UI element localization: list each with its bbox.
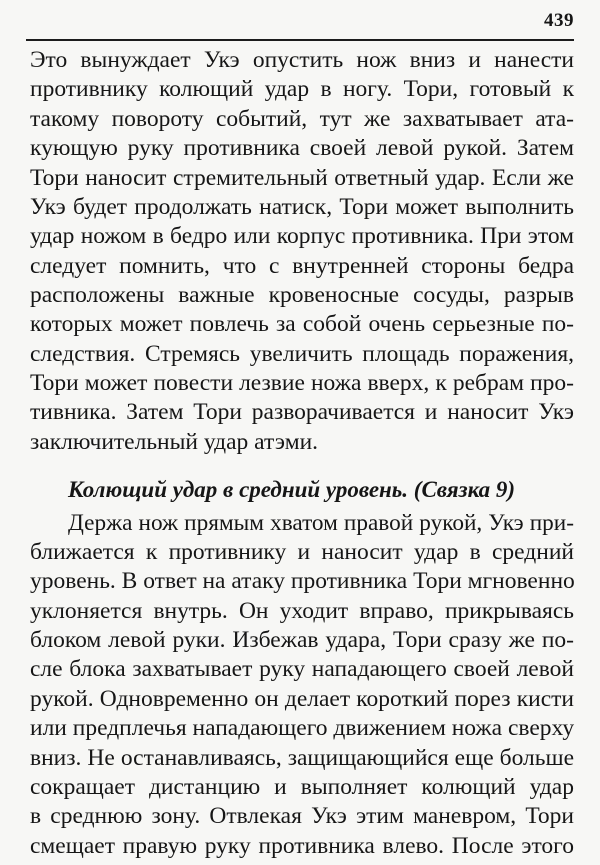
text-line: или предплечья нападающего движением ножа сверху (30, 715, 575, 742)
text-line: удар ножом в бедро или корпус противника. При этом (30, 223, 574, 250)
text-line: смещает правую руку противника влево. После этого (30, 832, 574, 859)
text-line: Тори наносит стремительный ответный удар. Если же (30, 164, 574, 191)
text-line: ближается к противнику и наносит удар в средний (30, 538, 574, 565)
text-line: уровень. В ответ на атаку противника Тори мгновенно (30, 568, 575, 595)
text-line: такому повороту событий, тут же захватывает ата- (30, 105, 574, 132)
text-line: Тори может повести лезвие ножа вверх, к ребрам про- (30, 370, 574, 397)
text-line: сле блока захватывает руку нападающего своей левой (30, 656, 574, 683)
section-heading: Колющий удар в средний уровень. (Связка 9) (68, 477, 516, 503)
page-number: 439 (544, 10, 574, 31)
text-line: вниз. Не останавливаясь, защищающийся еще больше (30, 744, 574, 771)
text-line: которых может повлечь за собой очень серьезные по- (30, 311, 574, 338)
text-line: кующую руку противника своей левой рукой. Затем (30, 135, 574, 162)
header-rule (26, 39, 574, 41)
text-line: противнику колющий удар в ногу. Тори, готовый к (30, 76, 574, 103)
text-line: Укэ будет продолжать натиск, Тори может выполнить (30, 193, 574, 220)
text-line: сокращает дистанцию и выполняет колющий удар (30, 773, 574, 800)
text-line: следует помнить, что с внутренней стороны бедра (30, 252, 574, 279)
text-line: уклоняется внутрь. Он уходит вправо, прикрываясь (30, 597, 574, 624)
text-line: Держа нож прямым хватом правой рукой, Укэ при- (68, 509, 574, 536)
text-line: расположены важные кровеносные сосуды, разрыв (30, 282, 574, 308)
text-line: тивника. Затем Тори разворачивается и наносит Укэ (30, 399, 574, 426)
text-line: Это вынуждает Укэ опустить нож вниз и нанести (30, 47, 574, 73)
text-line: блоком левой руки. Избежав удара, Тори сразу же по- (30, 627, 574, 653)
text-line: рукой. Одновременно он делает короткий порез кисти (30, 685, 574, 712)
text-line: в среднюю зону. Отвлекая Укэ этим маневром, Тори (30, 803, 574, 830)
text-line: заключительный удар атэми. (30, 428, 319, 455)
text-line: следствия. Стремясь увеличить площадь поражения, (30, 340, 574, 367)
